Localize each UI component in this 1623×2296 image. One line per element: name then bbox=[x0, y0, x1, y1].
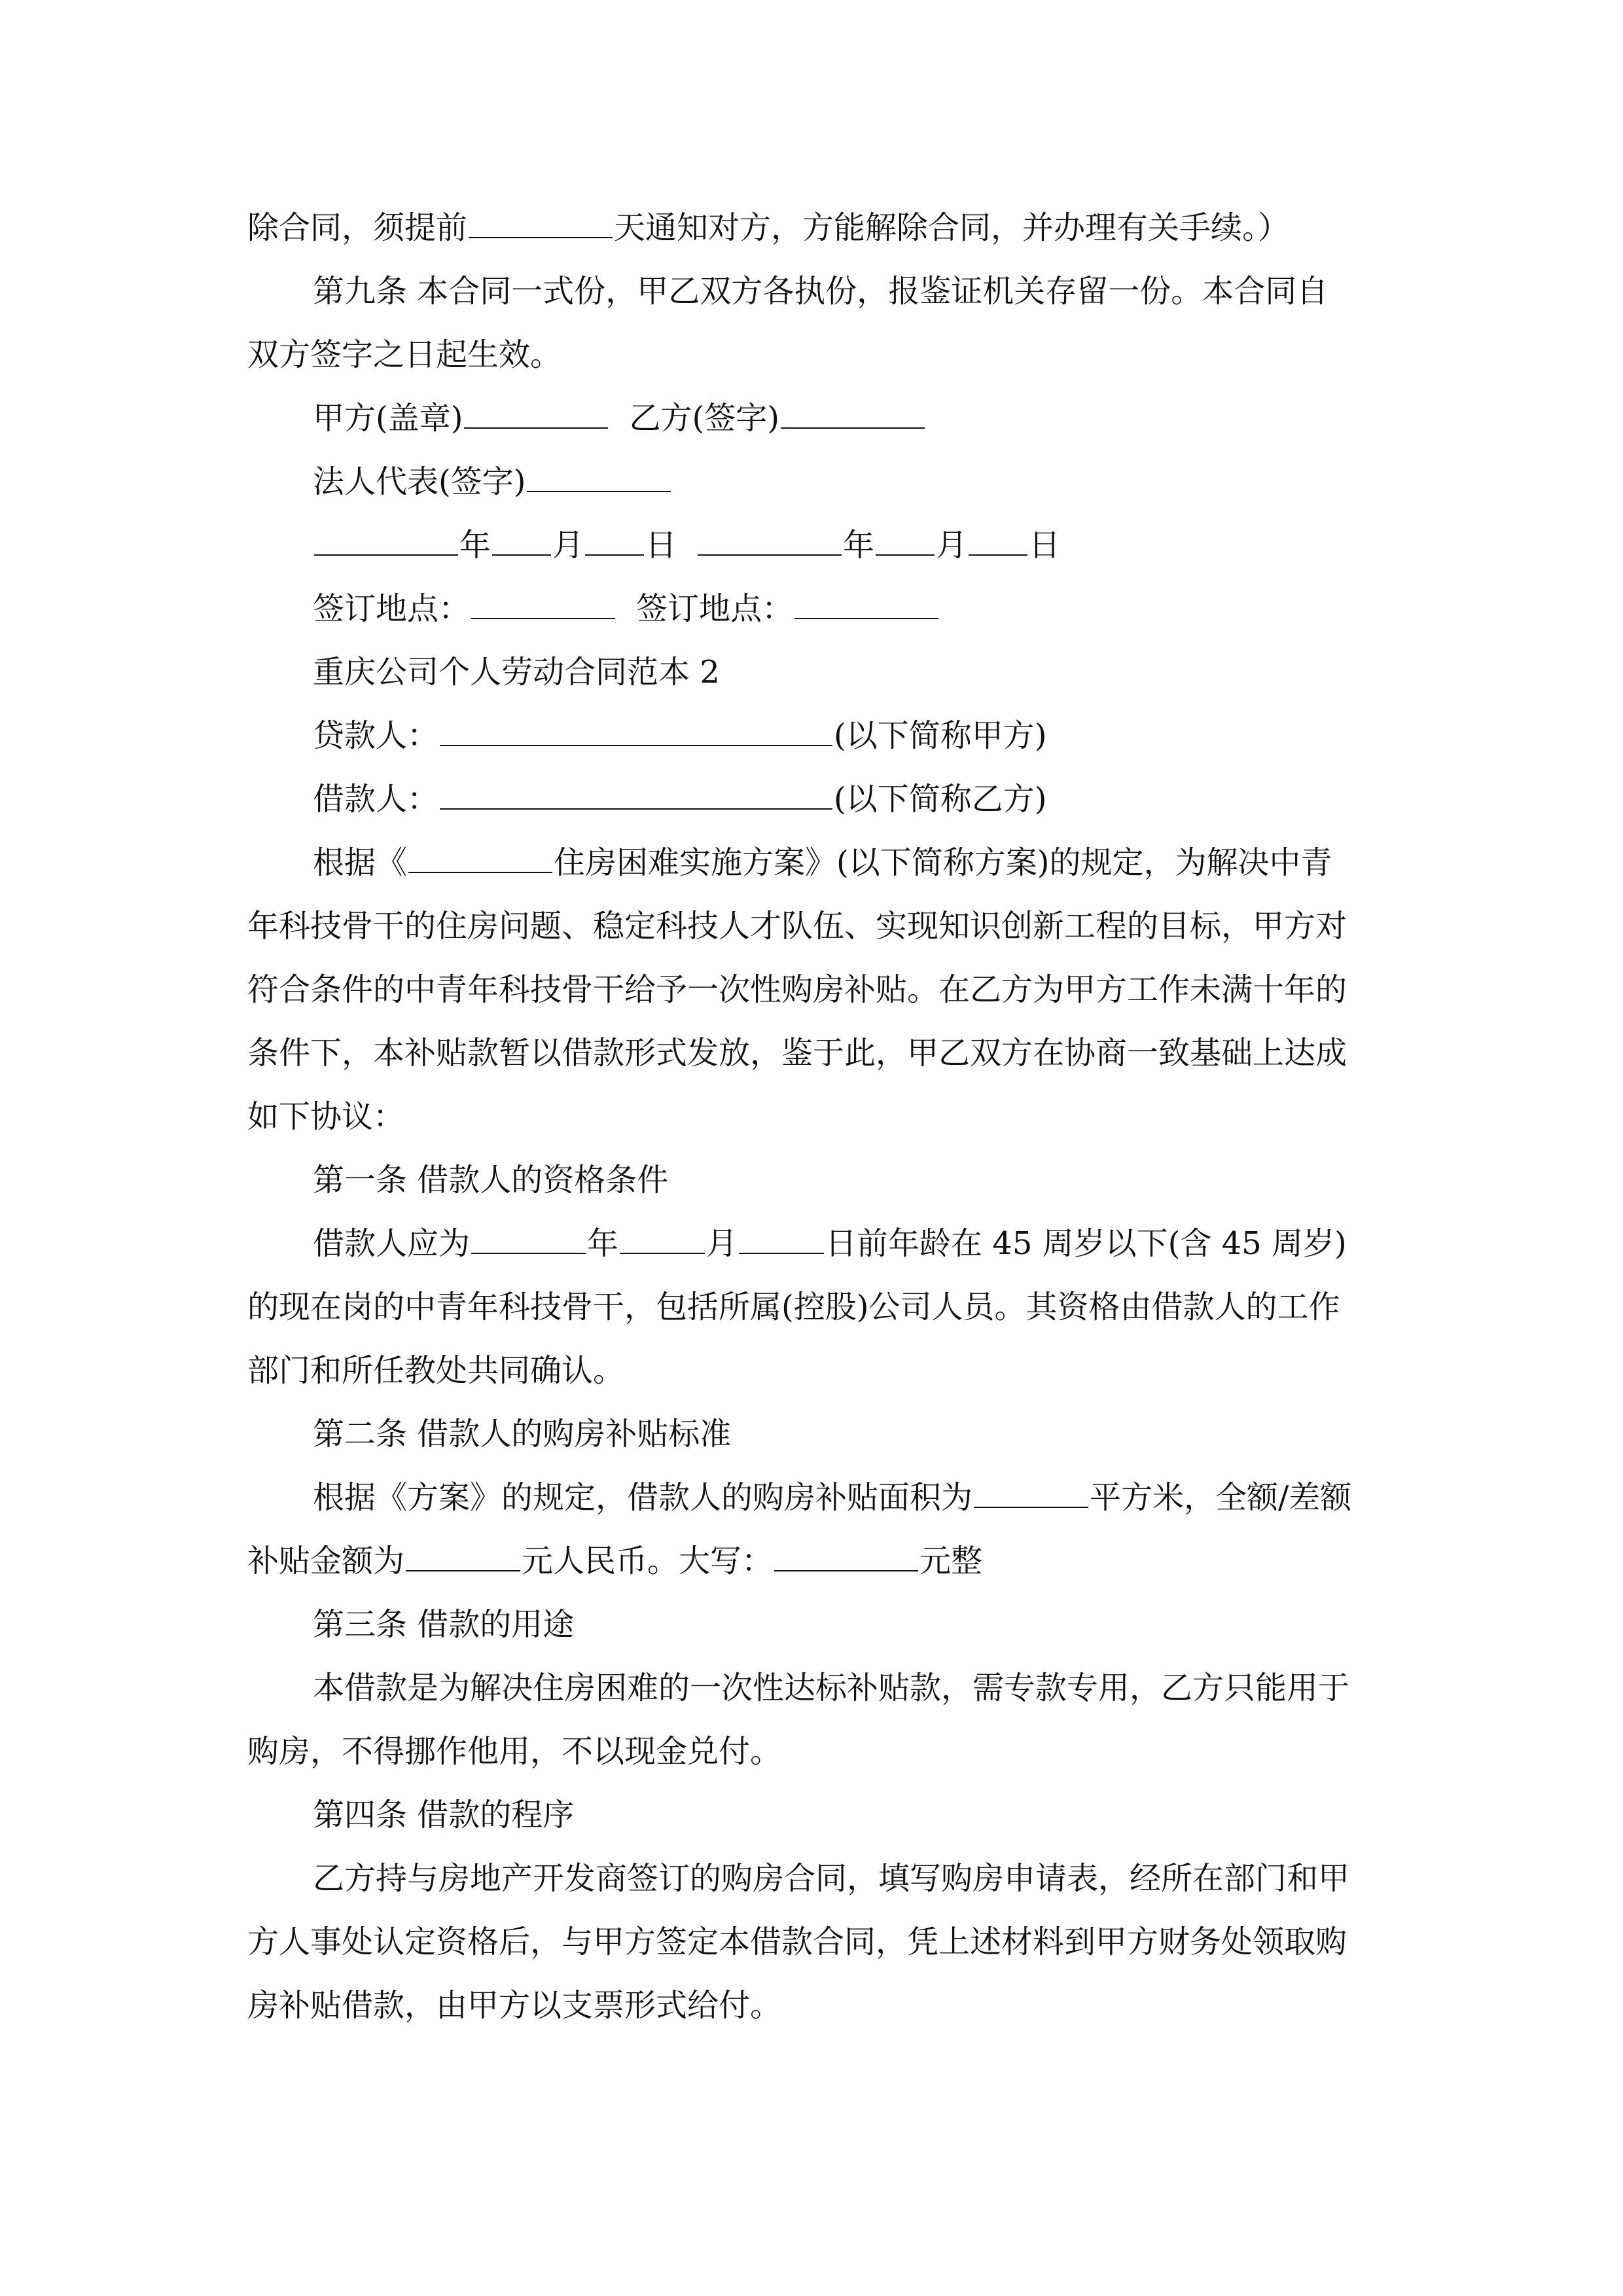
text-segment: 的现在岗的中青年科技骨干，包括所属(控股)公司人员。其资格由借款人的工作 bbox=[247, 1289, 1340, 1325]
legal-rep-line bbox=[247, 450, 1382, 514]
blank-field bbox=[781, 399, 925, 429]
legal-rep-label: 法人代表(签字) bbox=[313, 463, 526, 500]
preamble-line bbox=[247, 1022, 1382, 1085]
text-segment: 年 bbox=[587, 1225, 619, 1262]
signing-place-line bbox=[247, 577, 1382, 641]
blank-field bbox=[527, 462, 671, 492]
text-segment: 除合同，须提前 bbox=[247, 209, 468, 246]
text-segment: 月 bbox=[706, 1225, 738, 1262]
preamble-line bbox=[247, 1085, 1382, 1149]
blank-field bbox=[620, 1224, 705, 1254]
article-four-heading bbox=[247, 1784, 1382, 1847]
article-one-body bbox=[247, 1276, 1382, 1339]
blank-field bbox=[492, 526, 551, 556]
text-segment: 符合条件的中青年科技骨干给予一次性购房补贴。在乙方为甲方工作未满十年的 bbox=[247, 971, 1347, 1008]
text-segment: 借款人应为 bbox=[313, 1225, 471, 1262]
party-a-seal-label: 甲方(盖章) bbox=[313, 400, 463, 437]
signing-place-label: 签订地点： bbox=[313, 590, 471, 627]
section-title bbox=[247, 641, 1382, 704]
text-segment: 第三条 借款的用途 bbox=[313, 1606, 575, 1643]
article-four-body bbox=[247, 1974, 1382, 2037]
text-segment: 双方签字之日起生效。 bbox=[247, 336, 562, 373]
text-segment: 第二条 借款人的购房补贴标准 bbox=[313, 1416, 732, 1452]
blank-field bbox=[698, 526, 842, 556]
text-segment: 住房困难实施方案》(以下简称方案)的规定，为解决中青 bbox=[554, 844, 1332, 881]
clause-nine-continuation bbox=[247, 323, 1382, 387]
article-three-body bbox=[247, 1720, 1382, 1784]
text-segment: 本借款是为解决住房困难的一次性达标补贴款，需专款专用，乙方只能用于 bbox=[313, 1670, 1350, 1706]
blank-field bbox=[406, 1541, 520, 1571]
blank-field bbox=[974, 1478, 1088, 1508]
blank-field bbox=[969, 526, 1027, 556]
text-segment: 第一条 借款人的资格条件 bbox=[313, 1162, 669, 1198]
text-segment: 元人民币。大写： bbox=[522, 1543, 774, 1579]
text-segment: 第九条 本合同一式份，甲乙双方各执份，报鉴证机关存留一份。本合同自 bbox=[313, 273, 1329, 310]
blank-field bbox=[464, 399, 608, 429]
article-one-body bbox=[247, 1339, 1382, 1403]
text-segment: 年科技骨干的住房问题、稳定科技人才队伍、实现知识创新工程的目标，甲方对 bbox=[247, 908, 1347, 944]
signature-party-line bbox=[247, 387, 1382, 450]
day-label: 日 bbox=[645, 527, 677, 564]
article-two-heading bbox=[247, 1403, 1382, 1466]
party-b-sign-label: 乙方(签字) bbox=[629, 400, 779, 437]
preamble-line bbox=[247, 958, 1382, 1022]
text-segment: 乙方持与房地产开发商签订的购房合同，填写购房申请表，经所在部门和甲 bbox=[313, 1860, 1350, 1897]
article-three-heading bbox=[247, 1593, 1382, 1657]
blank-field bbox=[440, 780, 832, 810]
text-segment: 元整 bbox=[919, 1543, 983, 1579]
blank-field bbox=[794, 589, 938, 619]
article-three-body bbox=[247, 1657, 1382, 1720]
article-one-body bbox=[247, 1212, 1382, 1276]
blank-field bbox=[440, 716, 832, 746]
article-two-body bbox=[247, 1530, 1382, 1593]
article-two-body bbox=[247, 1466, 1382, 1530]
month-label: 月 bbox=[936, 527, 968, 564]
text-segment: 日前年龄在 45 周岁以下(含 45 周岁) bbox=[825, 1225, 1347, 1262]
text-segment: 根据《 bbox=[313, 844, 408, 881]
text-segment: (以下简称甲方) bbox=[834, 717, 1047, 754]
blank-field bbox=[471, 589, 615, 619]
lender-line bbox=[247, 704, 1382, 768]
article-four-body bbox=[247, 1847, 1382, 1910]
borrower-line bbox=[247, 768, 1382, 831]
text-segment: 根据《方案》的规定，借款人的购房补贴面积为 bbox=[313, 1479, 973, 1516]
blank-field bbox=[469, 208, 613, 238]
blank-field bbox=[471, 1224, 586, 1254]
preamble-line bbox=[247, 895, 1382, 958]
borrower-label: 借款人： bbox=[313, 781, 439, 817]
year-label: 年 bbox=[459, 527, 491, 564]
text-segment: 条件下，本补贴款暂以借款形式发放，鉴于此，甲乙双方在协商一致基础上达成 bbox=[247, 1035, 1347, 1071]
day-label: 日 bbox=[1029, 527, 1061, 564]
text-segment: 方人事处认定资格后，与甲方签定本借款合同，凭上述材料到甲方财务处领取购 bbox=[247, 1924, 1347, 1960]
blank-field bbox=[408, 843, 552, 873]
blank-field bbox=[314, 526, 458, 556]
blank-field bbox=[774, 1541, 918, 1571]
document-page bbox=[247, 196, 1382, 2037]
text-segment: 重庆公司个人劳动合同范本 2 bbox=[313, 654, 720, 691]
date-line bbox=[247, 514, 1382, 577]
clause-eight-continuation bbox=[247, 196, 1382, 260]
year-label: 年 bbox=[843, 527, 875, 564]
clause-nine bbox=[247, 260, 1382, 323]
text-segment: 平方米，全额/差额 bbox=[1090, 1479, 1352, 1516]
text-segment: 补贴金额为 bbox=[247, 1543, 405, 1579]
blank-field bbox=[739, 1224, 824, 1254]
text-segment: 部门和所任教处共同确认。 bbox=[247, 1352, 625, 1389]
month-label: 月 bbox=[552, 527, 584, 564]
blank-field bbox=[876, 526, 935, 556]
text-segment: 第四条 借款的程序 bbox=[313, 1797, 575, 1833]
text-segment: (以下简称乙方) bbox=[834, 781, 1047, 817]
article-one-heading bbox=[247, 1149, 1382, 1212]
text-segment: 房补贴借款，由甲方以支票形式给付。 bbox=[247, 1987, 782, 2024]
text-segment: 购房，不得挪作他用，不以现金兑付。 bbox=[247, 1733, 782, 1770]
article-four-body bbox=[247, 1910, 1382, 1974]
text-segment: 如下协议： bbox=[247, 1098, 405, 1135]
signing-place-label: 签订地点： bbox=[636, 590, 794, 627]
blank-field bbox=[585, 526, 644, 556]
lender-label: 贷款人： bbox=[313, 717, 439, 754]
preamble-line bbox=[247, 831, 1382, 895]
text-segment: 天通知对方，方能解除合同，并办理有关手续。） bbox=[614, 209, 1290, 246]
